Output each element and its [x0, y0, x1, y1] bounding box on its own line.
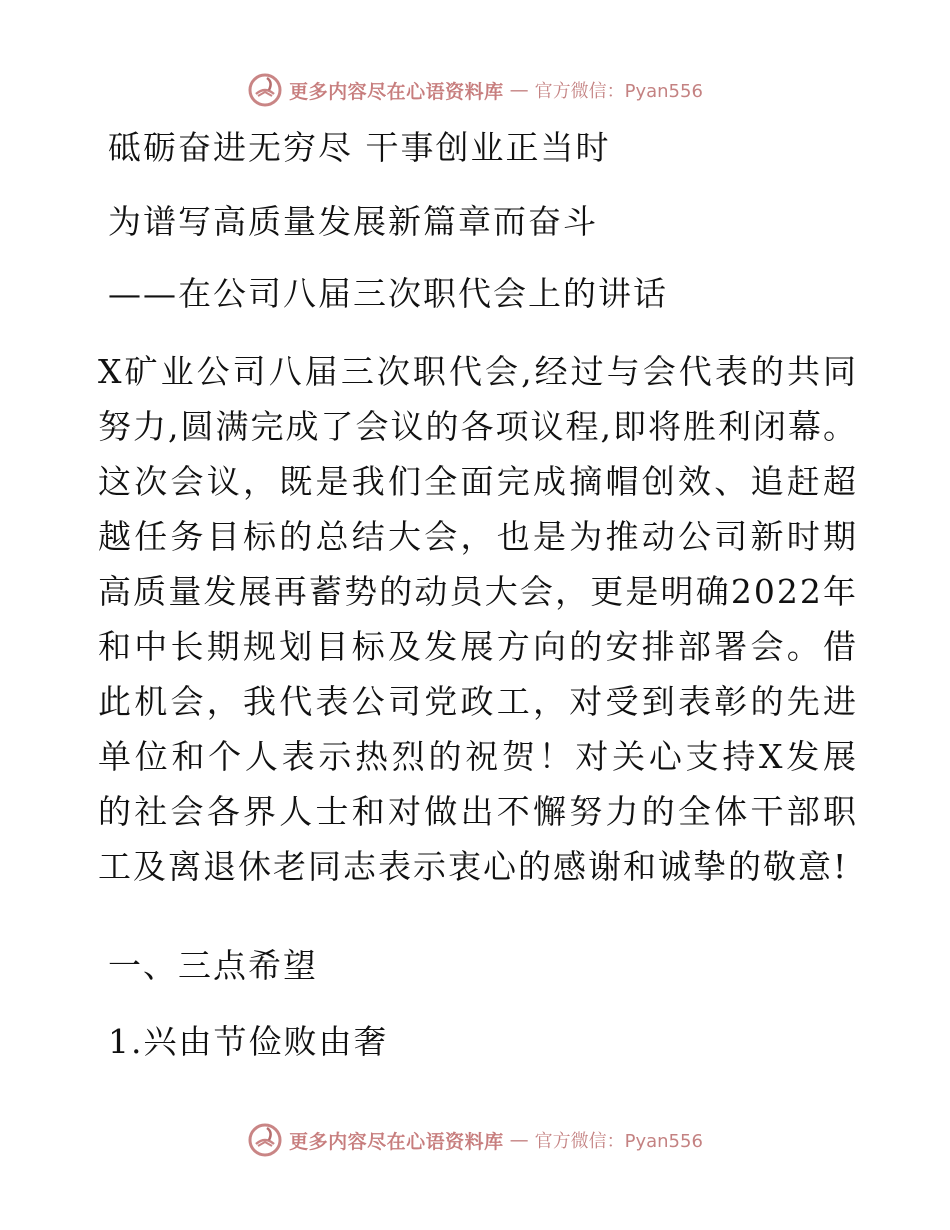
title-line-2: 为谱写高质量发展新篇章而奋斗 [108, 202, 598, 241]
watermark-footer [0, 1120, 950, 1160]
watermark-brand: 更多内容尽在心语资料库 [289, 1130, 504, 1153]
book-feather-logo-icon [247, 72, 283, 108]
watermark-separator: — [509, 1129, 529, 1151]
watermark-wechat: 官方微信：Pyan556 [534, 81, 703, 102]
book-feather-logo-icon [247, 1122, 283, 1158]
subsection-1-heading: 1.兴由节俭败由奢 [108, 1022, 389, 1061]
watermark-separator: — [509, 79, 529, 101]
section-1-heading: 一、三点希望 [108, 946, 318, 985]
subtitle: ——在公司八届三次职代会上的讲话 [108, 274, 668, 313]
watermark-header [0, 70, 950, 110]
title-line-1: 砥砺奋进无穷尽 干事创业正当时 [108, 128, 611, 167]
watermark-brand: 更多内容尽在心语资料库 [289, 80, 504, 103]
watermark-wechat: 官方微信：Pyan556 [534, 1131, 703, 1152]
paragraph-1: X矿业公司八届三次职代会,经过与会代表的共同努力,圆满完成了会议的各项议程,即将胜利闭幕。这次会议，既是我们全面完成摘帽创效、追赶超越任务目标的总结大会，也是为推动公司新时期高质量发展再蓄势的动员大会，更是明确2022年和中长期规划目标及发展方向的安排部署会。借此机会，我代表公司党政工，对受到表彰的先进单位和个人表示热烈的祝贺！对关心支持X发展的社会各界人士和对做出不懈努力的全体干部职工及离退休老同志表示衷心的感谢和诚挚的敬意! [98, 352, 858, 886]
